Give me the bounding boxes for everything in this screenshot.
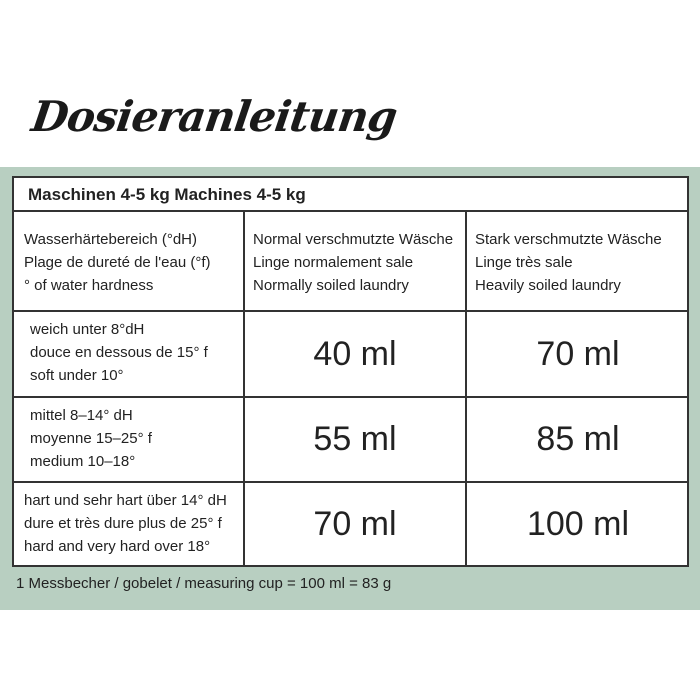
row-label-hard: [14, 483, 243, 565]
header-normal-soiled: [245, 214, 465, 310]
row-label-line: weich unter 8°dH: [30, 321, 145, 338]
row-label-line: dure et très dure plus de 25° f: [24, 515, 222, 532]
header-line: ° of water hardness: [24, 277, 154, 294]
dose-hard-heavy: 100 ml: [526, 504, 630, 543]
row-label-line: douce en dessous de 15° f: [30, 344, 208, 361]
row-label-medium: [14, 398, 243, 481]
row-label-line: hard and very hard over 18°: [24, 538, 211, 555]
header-line: Linge normalement sale: [253, 254, 414, 271]
dose-hard-normal: 70 ml: [313, 504, 397, 543]
dosage-table: [12, 176, 689, 567]
header-line: Heavily soiled laundry: [475, 277, 621, 294]
header-line: Normally soiled laundry: [253, 277, 409, 294]
row-label-soft: [14, 312, 243, 396]
dose-medium-heavy: 85 ml: [536, 420, 620, 458]
header-line: Stark verschmutzte Wäsche: [475, 231, 662, 248]
row-label-line: mittel 8–14° dH: [30, 407, 133, 424]
row-label-line: medium 10–18°: [30, 453, 136, 470]
dose-soft-heavy: 70 ml: [536, 334, 620, 373]
header-heavily-soiled: [467, 214, 689, 310]
table-title: Maschinen 4-5 kg Machines 4-5 kg: [14, 178, 687, 212]
header-water-hardness: [14, 214, 243, 310]
header-line: Linge très sale: [475, 254, 573, 271]
heading: Dosieranleitung: [28, 92, 400, 141]
dose-medium-normal: 55 ml: [313, 420, 397, 458]
row-label-line: soft under 10°: [30, 367, 124, 384]
measuring-cup-note: 1 Messbecher / gobelet / measuring cup = 100 ml = 83 g: [16, 575, 392, 592]
row-label-line: moyenne 15–25° f: [30, 430, 152, 447]
header-line: Normal verschmutzte Wäsche: [253, 231, 454, 248]
dose-soft-normal: 40 ml: [313, 334, 397, 373]
header-line: Wasserhärtebereich (°dH): [24, 231, 197, 248]
header-line: Plage de dureté de l'eau (°f): [24, 254, 211, 271]
row-label-line: hart und sehr hart über 14° dH: [24, 492, 227, 509]
